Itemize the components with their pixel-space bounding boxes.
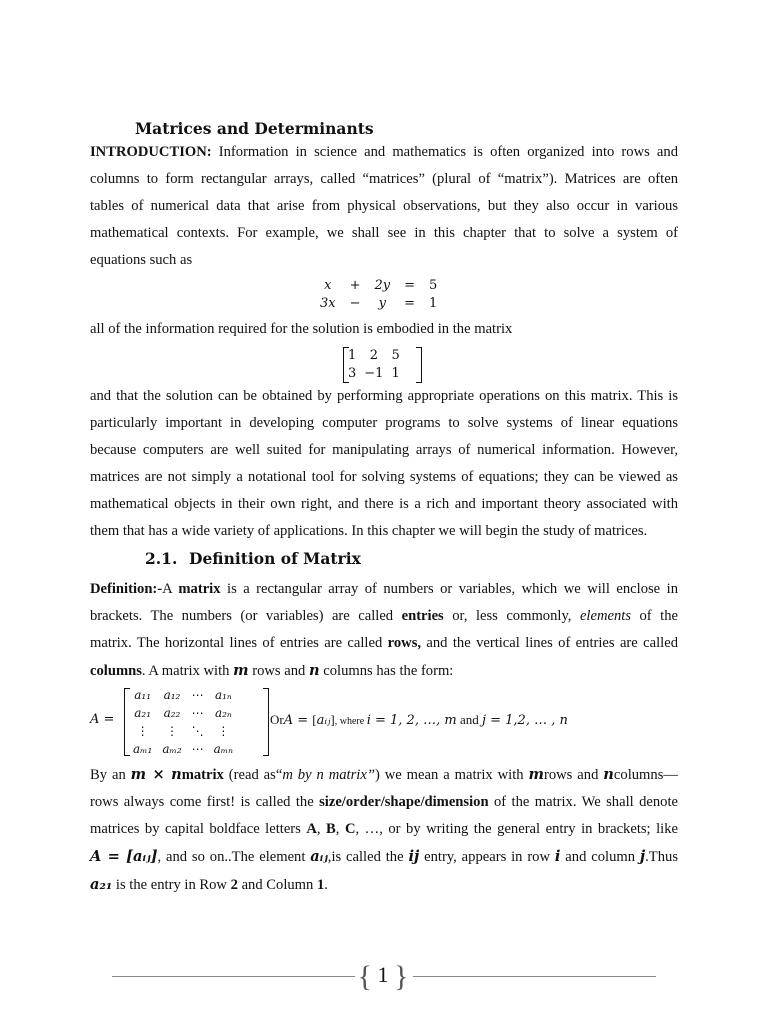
right-brace-icon: }: [394, 959, 409, 993]
matrix-row: [128, 740, 238, 758]
text-run: and column: [560, 849, 640, 865]
matrix-entry: ⋮: [165, 724, 178, 738]
definition-label: Definition:-: [90, 581, 163, 597]
text-run: brackets. The numbers (or variables) are called: [90, 608, 402, 624]
matrix-lhs: A =: [90, 712, 115, 727]
matrix-entry: a₂₁: [134, 706, 152, 720]
footer-rule-left: [112, 976, 355, 977]
footer-rule-right: [413, 976, 656, 977]
text-run: is a rectangular array of numbers or variables, which we will enclose in: [220, 581, 678, 597]
text-run: columns has the form:: [319, 663, 454, 679]
term-entries: entries: [401, 608, 444, 624]
right-bracket: [263, 688, 269, 756]
matrix-entry: aₘₙ: [213, 742, 234, 756]
definition-line-2: [90, 603, 678, 630]
text-run: . A matrix with: [141, 663, 234, 679]
matrix-entry: a₁ₙ: [214, 688, 232, 702]
text-run: is the entry in Row: [112, 877, 231, 893]
var-j: j: [639, 848, 646, 865]
page-number-box: [350, 958, 416, 992]
matrix-row: [344, 364, 404, 382]
text-run: of the matrix. We shall denote: [488, 794, 678, 810]
var-n: n: [308, 662, 320, 679]
eq-term: 3x: [320, 295, 336, 311]
definition-line-4: [90, 657, 678, 685]
size-line-2: [90, 789, 678, 816]
section-heading: [145, 549, 361, 568]
eq-term: y: [378, 295, 386, 311]
element-aij: aᵢⱼ: [310, 848, 328, 865]
ij-label: ij: [408, 848, 420, 865]
after-system-text: all of the information required for the solution is embodied in the matrix: [90, 321, 513, 337]
text-run: .: [324, 877, 328, 893]
alternate-notation: OrA = [aᵢⱼ], where i = 1, 2, …, m and j = 1,2, … , n: [270, 712, 568, 728]
term-rows: rows,: [387, 635, 422, 651]
intro-line-1: [90, 139, 678, 166]
right-bracket: [416, 347, 422, 383]
range-j: j = 1,2, … , n: [481, 713, 568, 728]
intro-line-3: tables of numerical data that arise from physical observations, but they also occur in various: [90, 198, 678, 214]
text-run: , …, or by writing the general entry in brackets; like: [355, 821, 678, 837]
page-number: 1: [377, 962, 389, 987]
dimension-expression: m × n: [130, 766, 182, 783]
matrix-entry: ⋮: [136, 724, 149, 738]
range-i: i = 1, 2, …, m: [366, 713, 457, 728]
letter-b: B: [326, 821, 336, 837]
term-size: size/order/shape/dimension: [319, 794, 489, 810]
var-m: m: [233, 662, 249, 679]
matrix-entry: a₁₂: [163, 688, 181, 702]
matrix-row: [344, 346, 404, 364]
matrix-entry: a₂ₙ: [214, 706, 232, 720]
left-bracket: [343, 347, 349, 383]
eq-equals: =: [404, 295, 416, 311]
text-run: rows always come first! is called the: [90, 794, 320, 810]
matrix-notation: A = [aᵢⱼ]: [90, 848, 158, 865]
var-i: i: [554, 848, 561, 865]
alt-entry: aᵢⱼ: [316, 713, 331, 728]
second-paragraph: [90, 383, 678, 545]
matrix-row: [128, 722, 238, 740]
intro-text: Information in science and mathematics is often organized into rows and: [211, 144, 678, 160]
intro-paragraph: [90, 139, 678, 274]
intro-line-4: mathematical contexts. For example, we shall see in this chapter that to solve a system of: [90, 225, 678, 241]
text-run: A: [162, 581, 179, 597]
text-run: .Thus: [645, 849, 678, 865]
paragraph-line: matrices are not simply a notational tool for solving systems of equations; they can be viewed as: [90, 469, 678, 485]
eq-equals: =: [404, 277, 416, 293]
text-run: (read as“: [223, 767, 283, 783]
equation-row: [313, 276, 444, 294]
text-run: , and so on..The element: [157, 849, 311, 865]
text-run: of the: [631, 608, 678, 624]
element-a21: a₂₁: [90, 876, 113, 893]
general-matrix-block: [90, 686, 680, 758]
and-text: and: [456, 712, 482, 727]
where-text: , where: [334, 716, 367, 727]
term-columns: columns: [90, 663, 142, 679]
alt-lhs: A =: [283, 713, 313, 728]
equation-row: [313, 294, 444, 312]
or-text: Or: [270, 712, 284, 727]
intro-line-2: columns to form rectangular arrays, called “matrices” (plural of “matrix”). Matrices are often: [90, 171, 678, 187]
matrix-intro-sentence: [90, 316, 678, 343]
section-number: 2.1.: [145, 549, 178, 568]
intro-label: INTRODUCTION:: [90, 144, 212, 160]
equation-system: [313, 276, 444, 312]
text-run: rows and: [248, 663, 309, 679]
text-run: columns—: [613, 767, 678, 783]
text-run: By an: [90, 767, 131, 783]
paragraph-line: mathematical objects in their own right, and there is a rich and important theory associated with: [90, 496, 678, 512]
eq-constant: 5: [429, 277, 438, 293]
definition-line-1: [90, 576, 678, 603]
eq-term: 2y: [374, 277, 391, 293]
eq-operator: +: [349, 277, 361, 293]
matrix-entry: a₁₁: [134, 688, 152, 702]
eq-term: x: [324, 277, 332, 293]
matrix-entry: aₘ₁: [133, 742, 153, 756]
page-title: Matrices and Determinants: [135, 119, 374, 138]
var-m: m: [528, 766, 544, 783]
text-run: ,: [316, 821, 327, 837]
matrix-entry: aₘ₂: [162, 742, 182, 756]
text-run: or, less commonly,: [443, 608, 580, 624]
column-number: 1: [316, 877, 325, 893]
matrix-entry: 1: [348, 347, 357, 363]
matrix-entry: ⋯: [191, 742, 204, 756]
term-matrix: matrix: [178, 581, 221, 597]
matrix-entry: −1: [364, 365, 384, 381]
matrix-row: [128, 686, 238, 704]
paragraph-line: because computers are well suited for manipulating arrays of numerical information. However,: [90, 442, 678, 458]
size-paragraph: [90, 761, 678, 899]
text-run: ,: [335, 821, 345, 837]
augmented-matrix: [343, 346, 404, 382]
text-run: and Column: [237, 877, 317, 893]
term-matrix: matrix: [181, 767, 224, 783]
matrix-entry: 5: [391, 347, 400, 363]
text-run: rows and: [543, 767, 604, 783]
var-n: n: [603, 766, 614, 783]
matrix-entry: 1: [391, 365, 400, 381]
reading-text: m by n matrix”: [282, 767, 375, 783]
paragraph-line: them that has a wide variety of applications. In this chapter we will begin the study of matrices.: [90, 523, 648, 539]
paragraph-line: and that the solution can be obtained by performing appropriate operations on this matrix. This is: [90, 388, 678, 404]
section-title: Definition of Matrix: [189, 549, 361, 568]
size-line-3: [90, 816, 678, 843]
size-line-5: [90, 871, 678, 899]
text-run: and the vertical lines of entries are called: [421, 635, 678, 651]
term-elements: elements: [579, 608, 632, 624]
letter-a: A: [306, 821, 317, 837]
text-run: entry, appears in row: [419, 849, 555, 865]
eq-constant: 1: [429, 295, 438, 311]
eq-operator: −: [349, 295, 361, 311]
letter-c: C: [344, 821, 356, 837]
paragraph-line: particularly important in developing computer programs to solve systems of linear equations: [90, 415, 678, 431]
matrix-entry: 3: [348, 365, 357, 381]
text-run: matrices by capital boldface letters: [90, 821, 307, 837]
matrix-entry: 2: [369, 347, 378, 363]
matrix-entry: ⋮: [217, 724, 230, 738]
text-run: matrix. The horizontal lines of entries are called: [90, 635, 388, 651]
matrix-entry: ⋯: [191, 706, 204, 720]
size-line-1: [90, 761, 678, 789]
matrix-entry: ⋯: [191, 688, 204, 702]
left-brace-icon: {: [357, 959, 372, 993]
definition-line-3: [90, 630, 678, 657]
matrix-entry: ⋱: [191, 724, 204, 738]
definition-paragraph: [90, 576, 678, 685]
size-line-4: [90, 843, 678, 871]
intro-line-5: equations such as: [90, 252, 193, 268]
general-matrix: [128, 686, 238, 758]
matrix-entry: a₂₂: [163, 706, 181, 720]
row-number: 2: [230, 877, 238, 893]
text-run: ,is called the: [327, 849, 409, 865]
matrix-row: [128, 704, 238, 722]
text-run: ) we mean a matrix with: [374, 767, 529, 783]
